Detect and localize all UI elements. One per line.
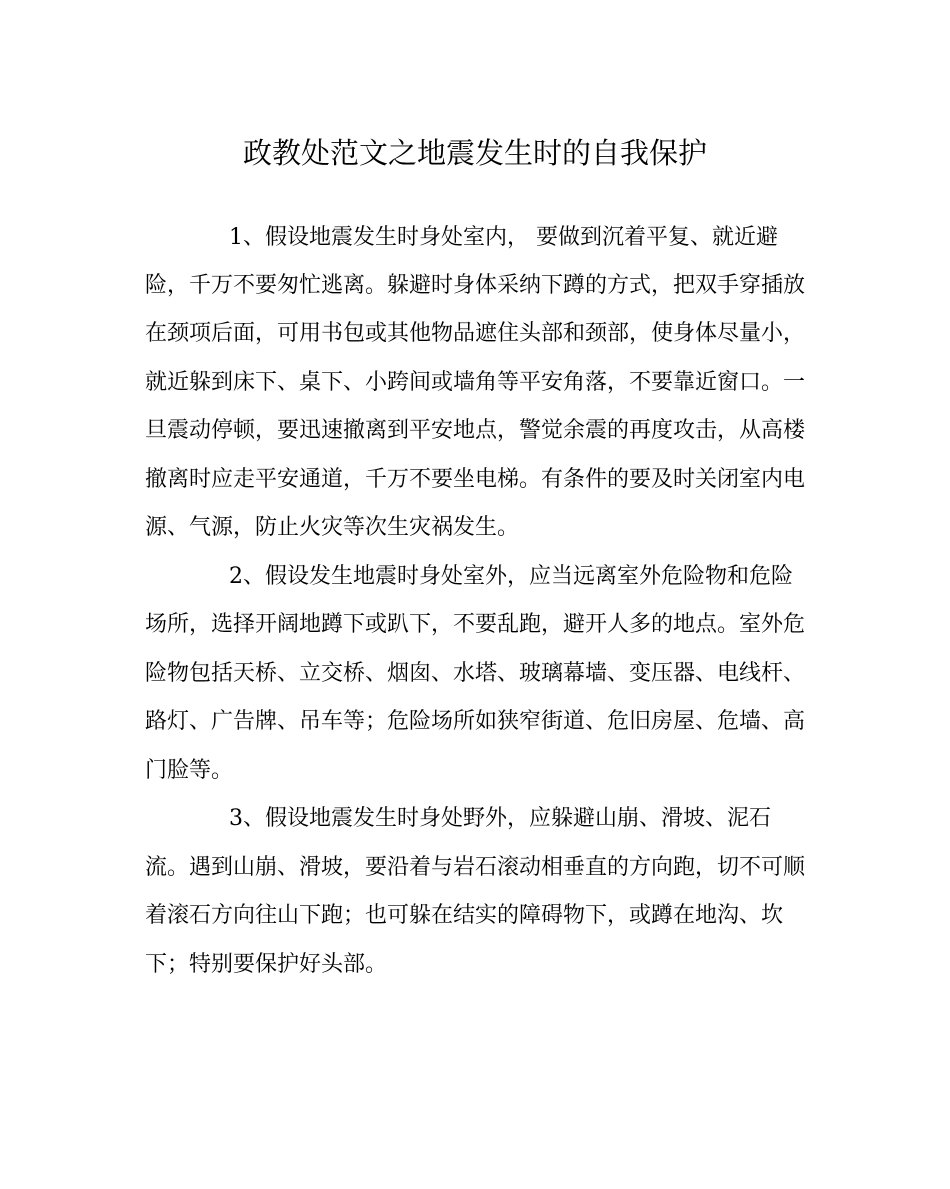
paragraph-1-line-4: 就近躲到床下、桌下、小跨间或墙角等平安角落，不要靠近窗口。一 bbox=[145, 370, 806, 395]
paragraph-3-line-3: 着滚石方向往山下跑；也可躲在结实的障碍物下，或蹲在地沟、坎 bbox=[145, 903, 784, 928]
paragraph-1-line-6: 撤离时应走平安通道，千万不要坐电梯。有条件的要及时关闭室内电 bbox=[145, 467, 806, 492]
paragraph-1-line-3: 在颈项后面，可用书包或其他物品遮住头部和颈部，使身体尽量小， bbox=[145, 321, 806, 346]
paragraph-1-line-7: 源、气源，防止火灾等次生灾祸发生。 bbox=[145, 515, 520, 540]
document-title: 政教处范文之地震发生时的自我保护 bbox=[242, 136, 707, 170]
paragraph-2-line-3: 险物包括天桥、立交桥、烟囱、水塔、玻璃幕墙、变压器、电线杆、 bbox=[145, 661, 806, 686]
paragraph-1-line-1: 1、假设地震发生时身处室内， 要做到沉着平复、就近避 bbox=[229, 225, 778, 250]
paragraph-3-line-2: 流。遇到山崩、滑坡，要沿着与岩石滚动相垂直的方向跑，切不可顺 bbox=[145, 855, 806, 880]
paragraph-3-line-4: 下；特别要保护好头部。 bbox=[145, 952, 388, 977]
paragraph-2-line-1: 2、假设发生地震时身处室外，应当远离室外危险物和危险 bbox=[229, 564, 793, 589]
paragraph-1-line-2: 险，千万不要匆忙逃离。躲避时身体采纳下蹲的方式，把双手穿插放 bbox=[145, 273, 806, 298]
paragraph-1-line-5: 旦震动停顿，要迅速撤离到平安地点，警觉余震的再度攻击，从高楼 bbox=[145, 418, 806, 443]
paragraph-2-line-5: 门脸等。 bbox=[145, 758, 234, 783]
paragraph-2-line-4: 路灯、广告牌、吊车等；危险场所如狭窄街道、危旧房屋、危墙、高 bbox=[145, 709, 806, 734]
paragraph-3-line-1: 3、假设地震发生时身处野外，应躲避山崩、滑坡、泥石 bbox=[229, 806, 771, 831]
paragraph-2-line-2: 场所，选择开阔地蹲下或趴下，不要乱跑，避开人多的地点。室外危 bbox=[145, 612, 806, 637]
